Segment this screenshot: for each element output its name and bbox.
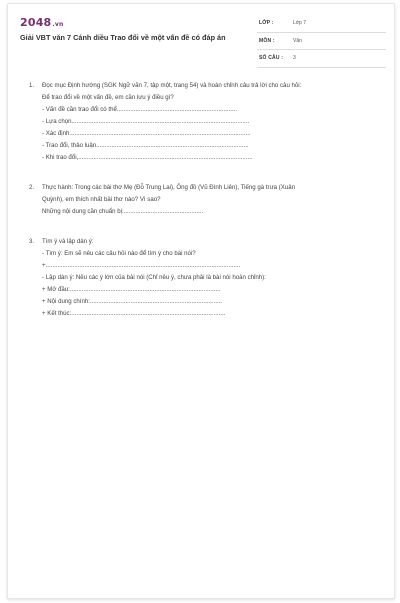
document-title: Giải VBT văn 7 Cánh diều Trao đổi về một vấn đề có đáp án xyxy=(20,33,226,42)
answer-line: + Kết thúc:........................................................................................... xyxy=(42,310,226,317)
question-2 xyxy=(29,182,379,218)
question-text: Để trao đổi về một vấn đề, em cần lưu ý điều gì? xyxy=(42,94,174,101)
answer-line: - Vấn đề cần trao đổi có thể....................................................................... xyxy=(42,106,238,113)
meta-row-subject xyxy=(257,34,386,51)
answer-line: Những nội dung cần chuẩn bị:............................................... xyxy=(42,208,204,215)
logo-tld: .vn xyxy=(52,21,64,28)
meta-label: LỚP : xyxy=(259,20,274,26)
document-meta xyxy=(257,16,386,69)
meta-label: MÔN : xyxy=(259,37,275,44)
question-body xyxy=(42,80,379,164)
answer-line: - Xác định........................................................................................................... xyxy=(42,130,251,137)
site-logo[interactable] xyxy=(20,16,63,29)
meta-value: Lớp 7 xyxy=(293,20,307,26)
answer-line: - Trao đổi, thảo luận.......................................................................................... xyxy=(42,142,249,149)
question-body xyxy=(42,236,379,320)
meta-value: 3 xyxy=(293,55,296,61)
question-number: 1. xyxy=(29,82,35,89)
meta-value: Văn xyxy=(293,37,302,44)
meta-row-question-count xyxy=(257,51,386,68)
question-number: 2. xyxy=(29,184,35,191)
logo-text: 2048 xyxy=(20,16,52,29)
question-text: Tìm ý và lập dàn ý: xyxy=(42,238,94,245)
question-text: - Lập dàn ý: Nêu các ý lớn của bài nói (Chỉ nêu ý, chưa phải là bài nói hoàn chỉnh): xyxy=(42,274,266,281)
answer-line: - Lựa chọn......................................................................................................... xyxy=(42,118,250,125)
answer-line: + Mở đầu:......................................................................................... xyxy=(42,286,221,293)
document-page xyxy=(7,3,395,599)
question-1 xyxy=(29,80,379,164)
answer-line: + Nội dung chính:.............................................................................. xyxy=(42,298,222,305)
question-text: Đọc mục Định hướng (SGK Ngữ văn 7, tập một, trang 54) và hoàn chỉnh câu trả lời cho câu hỏi: xyxy=(42,82,302,89)
meta-row-grade xyxy=(257,16,386,33)
question-body xyxy=(42,182,379,218)
answer-line: - Khi trao đổi,....................................................................................................... xyxy=(42,154,253,161)
question-text: Quỳnh), em thích nhất bài thơ nào? Vì sao? xyxy=(42,196,161,203)
answer-line: +................................................................................................................... xyxy=(42,262,241,269)
question-number: 3. xyxy=(29,238,35,245)
question-text: Thực hành: Trong các bài thơ Mẹ (Đỗ Trung Lai), Ông đồ (Vũ Đình Liên), Tiếng gà trưa (Xuân xyxy=(42,184,295,191)
question-text: - Tìm ý: Em sẽ nêu các câu hỏi nào để tìm ý cho bài nói? xyxy=(42,250,196,257)
meta-label: SỐ CÂU : xyxy=(259,55,284,61)
question-3 xyxy=(29,236,379,320)
